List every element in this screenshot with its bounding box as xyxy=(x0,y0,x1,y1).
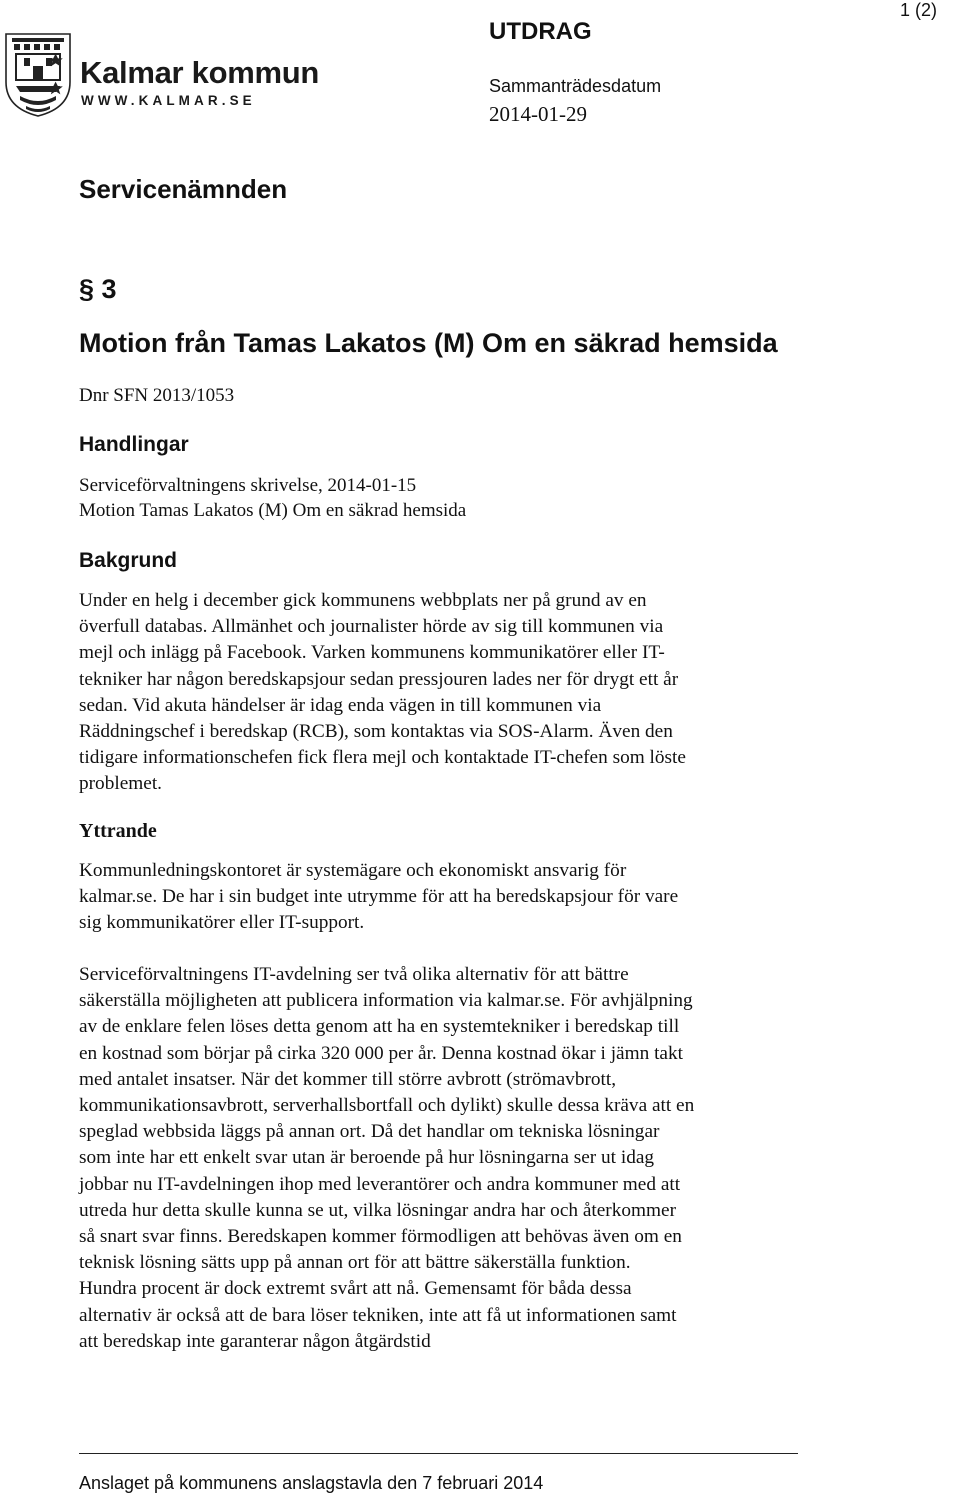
text-line: tidigare informationschefen fick flera mejl och kontaktade IT-chefen som löste xyxy=(79,747,686,769)
heading-bakgrund: Bakgrund xyxy=(79,549,178,572)
text-line: sedan. Vid akuta händelser är idag enda vägen in till kommunen via xyxy=(79,694,602,716)
logo-wordmark: Kalmar kommun xyxy=(80,55,319,90)
text-line: alternativ är också att de bara löser tekniken, inte att få ut informationen samt xyxy=(79,1304,677,1326)
meeting-date-label: Sammanträdesdatum xyxy=(489,76,662,96)
paragraph-number: § 3 xyxy=(79,274,117,304)
text-line: en kostnad som börjar på cirka 320 000 per år. Denna kostnad ökar i jämn takt xyxy=(79,1042,683,1064)
text-line: som inte har ett enkelt svar utan är beroende på hur lösningarna ser ut idag xyxy=(79,1147,655,1169)
logo-url: WWW.KALMAR.SE xyxy=(81,93,256,108)
text-line: Hundra procent är dock extremt svårt att nå. Gemensamt för båda dessa xyxy=(79,1278,632,1300)
text-line: säkerställa möjligheten att publicera information via kalmar.se. För avhjälpning xyxy=(79,990,693,1012)
document-list-item: Motion Tamas Lakatos (M) Om en säkrad hemsida xyxy=(79,500,467,521)
text-line: att beredskap inte garanterar någon åtgärdstid xyxy=(79,1330,431,1352)
text-line: jobbar nu IT-avdelningen ihop med leverantörer och andra kommuner med att xyxy=(79,1173,681,1195)
text-line: problemet. xyxy=(79,773,162,795)
text-line: överfull databas. Allmänhet och journalister hörde av sig till kommunen via xyxy=(79,616,664,638)
case-title: Motion från Tamas Lakatos (M) Om en säkrad hemsida xyxy=(79,328,778,358)
page-number: 1 (2) xyxy=(900,0,938,20)
yttrande-paragraph-1 xyxy=(79,858,799,937)
bakgrund-paragraph xyxy=(79,588,799,798)
text-line: Räddningschef i beredskap (RCB), som kontaktas via SOS-Alarm. Även den xyxy=(79,721,673,743)
text-line: av de enklare felen löses detta genom att ha en systemtekniker i beredskap till xyxy=(79,1016,680,1038)
text-line: så snart svar finns. Beredskapen kommer förmodligen att behövas även om en xyxy=(79,1226,682,1248)
document-list-item: Serviceförvaltningens skrivelse, 2014-01-15 xyxy=(79,475,417,496)
text-line: teknisk lösning sätts upp på annan ort för att bättre säkerställa funktion. xyxy=(79,1252,631,1274)
meeting-date: 2014-01-29 xyxy=(489,102,587,126)
text-line: kommunikationsavbrott, serverhallsbortfall och dylikt) skulle dessa kräva att en xyxy=(79,1095,695,1117)
yttrande-paragraph-2 xyxy=(79,962,799,1355)
text-line: Serviceförvaltningens IT-avdelning ser två olika alternativ för att bättre xyxy=(79,964,629,985)
text-line: tekniker har någon beredskapsjour sedan pressjouren lades ner för drygt ett år xyxy=(79,668,679,690)
document-type: UTDRAG xyxy=(489,18,592,45)
case-number: Dnr SFN 2013/1053 xyxy=(79,385,235,406)
text-line: med antalet insatser. När det kommer till större avbrott (strömavbrott, xyxy=(79,1068,617,1090)
committee-title: Servicenämnden xyxy=(79,174,288,204)
heading-yttrande: Yttrande xyxy=(79,820,157,842)
footer-notice: Anslaget på kommunens anslagstavla den 7 februari 2014 xyxy=(79,1473,544,1493)
heading-handlingar: Handlingar xyxy=(79,433,189,456)
text-line: mejl och inlägg på Facebook. Varken kommunens kommunikatörer eller IT- xyxy=(79,642,665,664)
text-line: Under en helg i december gick kommunens webbplats ner på grund av en xyxy=(79,590,647,611)
text-line: Kommunledningskontoret är systemägare och ekonomiskt ansvarig för xyxy=(79,860,627,881)
text-line: kalmar.se. De har i sin budget inte utrymme för att ha beredskapsjour för vare xyxy=(79,886,679,908)
text-line: speglad webbsida läggs på annan ort. Då det handlar om tekniska lösningar xyxy=(79,1121,660,1143)
text-line: utreda hur detta skulle kunna se ut, vilka lösningar andra har och återkommer xyxy=(79,1199,676,1221)
text-line: sig kommunikatörer eller IT-support. xyxy=(79,912,365,934)
footer-divider xyxy=(79,1453,798,1454)
